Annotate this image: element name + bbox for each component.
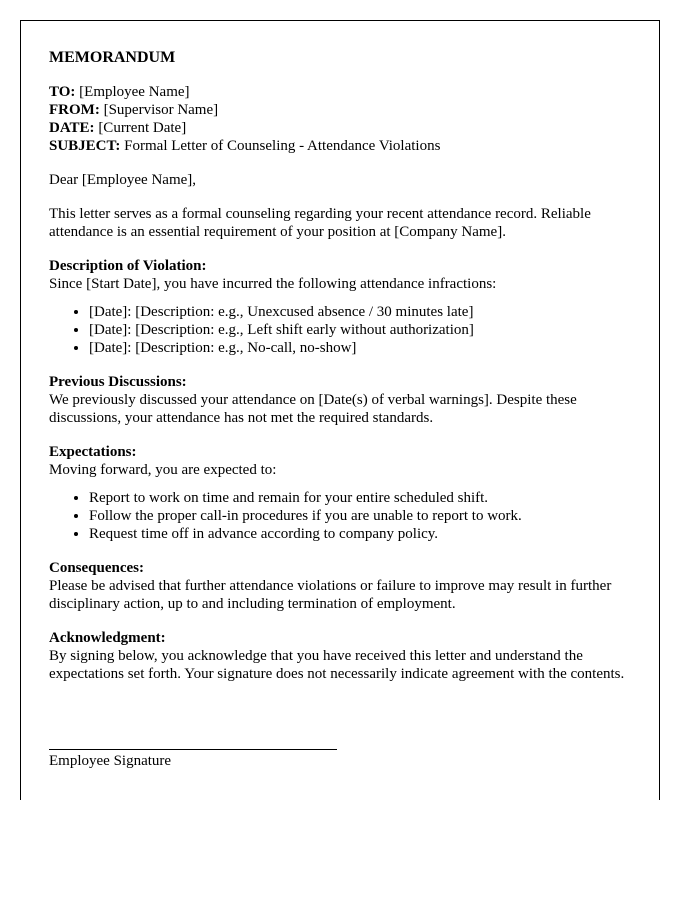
consequences-section [49, 559, 639, 613]
memo-content [49, 49, 639, 770]
to-line [49, 83, 639, 101]
from-label: FROM: [49, 102, 100, 118]
violation-text: Since [Start Date], you have incurred the following attendance infractions: [49, 276, 497, 292]
expectations-text: Moving forward, you are expected to: [49, 462, 277, 478]
subject-value: Formal Letter of Counseling - Attendance Violations [120, 138, 441, 154]
list-item: • [Date]: [Description: e.g., Unexcused absence / 30 minutes late] [89, 303, 639, 321]
list-item: • Follow the proper call-in procedures if you are unable to report to work. [89, 507, 639, 525]
date-label: DATE: [49, 120, 95, 136]
previous-text: We previously discussed your attendance on [Date(s) of verbal warnings]. Despite these discussions, your attendance has not met the required standards. [49, 392, 577, 426]
list-item: • Report to work on time and remain for your entire scheduled shift. [89, 489, 639, 507]
from-line [49, 101, 639, 119]
acknowledgment-heading: Acknowledgment: [49, 630, 166, 646]
date-line [49, 119, 639, 137]
salutation: Dear [Employee Name], [49, 172, 197, 188]
memo-page [20, 20, 660, 800]
list-item: • [Date]: [Description: e.g., No-call, no-show] [89, 339, 639, 357]
acknowledgment-text: By signing below, you acknowledge that you have received this letter and understand the expectations set forth. Your signature does not necessarily indicate agreement with the contents. [49, 648, 625, 682]
list-item: • [Date]: [Description: e.g., Left shift early without authorization] [89, 321, 639, 339]
to-label: TO: [49, 84, 76, 100]
violation-list [49, 303, 639, 357]
date-value: [Current Date] [94, 120, 187, 136]
list-item: • Request time off in advance according to company policy. [89, 525, 639, 543]
signature-line [49, 749, 337, 750]
memo-header [49, 83, 639, 155]
from-value: [Supervisor Name] [99, 102, 219, 118]
expectations-list [49, 489, 639, 543]
expectations-heading: Expectations: [49, 444, 137, 460]
subject-label: SUBJECT: [49, 138, 121, 154]
signature-label: Employee Signature [49, 753, 172, 769]
previous-section [49, 373, 639, 427]
acknowledgment-section [49, 629, 639, 683]
consequences-heading: Consequences: [49, 560, 145, 576]
to-value: [Employee Name] [75, 84, 190, 100]
subject-line [49, 137, 639, 155]
previous-heading: Previous Discussions: [49, 374, 187, 390]
intro-paragraph: This letter serves as a formal counseling regarding your recent attendance record. Reliable attendance is an essential requirement of your position at [Company Name]. [49, 206, 591, 240]
consequences-text: Please be advised that further attendance violations or failure to improve may result in further disciplinary action, up to and including termination of employment. [49, 578, 612, 612]
violation-heading: Description of Violation: [49, 258, 207, 274]
memo-title: MEMORANDUM [49, 49, 176, 66]
